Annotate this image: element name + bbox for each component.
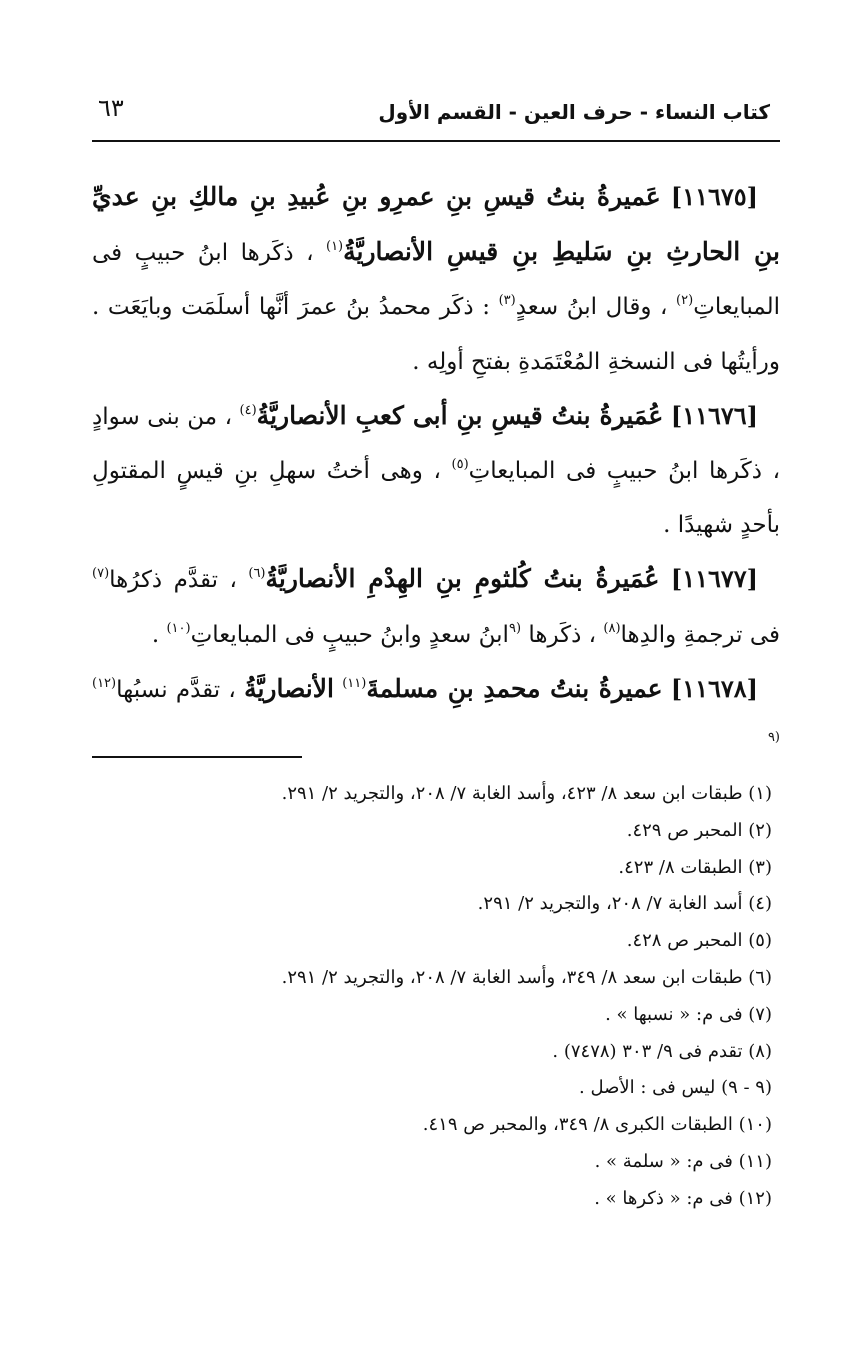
entry-text: فى ترجمةِ والدِها — [620, 621, 780, 648]
entry-name: عُمَيرةُ بنتُ كُلثومِ بنِ الهِدْمِ الأنصاريَّةُ — [265, 564, 660, 594]
entry-text: : ذكَر محمدُ بنُ عمرَ أنَّها أسلَمَت وبايَعَت . ورأيتُها فى النسخةِ المُعْتَمَدةِ بفتحِ أولِه . — [92, 294, 780, 375]
footnote-ref: (٣) — [498, 293, 516, 309]
entry-text: ، ذكَرها — [528, 621, 597, 648]
footnote-ref: (١) — [325, 239, 344, 255]
page-number: ٦٣ — [98, 94, 124, 122]
footnote: (٧) فى م: « نسبها » . — [605, 1003, 772, 1025]
entry-text: ، من بنى سوادٍ ، ذكَرها ابنُ حبيبٍ فى المبايعاتِ — [92, 403, 780, 485]
entry-number: [١١٦٧٧] — [670, 564, 759, 594]
entry-name: عَميرةُ بنتُ قيسِ بنِ عمرِو بنِ عُبيدِ بنِ مالكِ بنِ عديِّ بنِ الحارثِ بنِ سَليطِ بنِ قيسِ الأنصاريَّةُ — [92, 182, 780, 267]
entry-text: ، وهى أختُ سهلِ بنِ قيسٍ المقتولِ بأحدٍ شهيدًا . — [92, 458, 780, 539]
entry-number: [١١٦٧٨] — [670, 673, 758, 703]
footnote-ref: (٧) — [92, 566, 110, 582]
entry-name-continued: الأنصاريَّةُ — [244, 673, 334, 703]
entry-11678 — [92, 662, 780, 771]
entry-number: [١١٦٧٥] — [670, 182, 759, 211]
footnote: (١٢) فى م: « ذكرها » . — [594, 1187, 772, 1209]
entry-name: عميرةُ بنتُ محمدِ بنِ مسلمةَ — [366, 673, 663, 703]
footnote: (١) طبقات ابن سعد ٨/ ٤٢٣، وأسد الغابة ٧/ ٢٠٨، والتجريد ٢/ ٢٩١. — [281, 783, 772, 804]
entry-text: ، تقدَّم نسبُها — [116, 676, 236, 703]
footnote-ref: (٨) — [603, 620, 621, 636]
footnote: (٤) أسد الغابة ٧/ ٢٠٨، والتجريد ٢/ ٢٩١. — [477, 893, 772, 915]
footnote: (٢) المحبر ص ٤٢٩. — [626, 819, 772, 841]
footnote: (٣) الطبقات ٨/ ٤٢٣. — [618, 856, 772, 878]
footnote-ref: (٦) — [248, 566, 266, 582]
entry-text: . — [151, 621, 160, 648]
book-page — [92, 92, 780, 1272]
entry-number: [١١٦٧٦] — [670, 400, 759, 430]
footnote-ref: (٤) — [239, 402, 257, 418]
footnotes-list — [92, 776, 780, 1218]
footnote: (٥) المحبر ص ٤٢٨. — [626, 930, 772, 952]
footnote: (١١) فى م: « سلمة » . — [594, 1150, 772, 1172]
footnote: (١٠) الطبقات الكبرى ٨/ ٣٤٩، والمحبر ص ٤١٩. — [422, 1114, 772, 1136]
footnote-ref: (٩ — [508, 620, 522, 636]
running-title: كتاب النساء - حرف العين - القسم الأول — [378, 100, 770, 124]
main-text — [92, 170, 780, 771]
footnote: (٦) طبقات ابن سعد ٨/ ٣٤٩، وأسد الغابة ٧/ ٢٠٨، والتجريد ٢/ ٢٩١. — [281, 966, 772, 988]
entry-11676 — [92, 389, 780, 553]
footnote-ref: (٢) — [676, 293, 694, 309]
running-header — [92, 92, 780, 142]
footnote-ref: (٥) — [451, 457, 469, 473]
entry-11677 — [92, 552, 780, 661]
entry-text: ، تقدَّم ذكرُها — [109, 567, 237, 594]
entry-name: عُمَيرةُ بنتُ قيسِ بنِ أبى كعبِ الأنصاريَّةُ — [256, 400, 664, 430]
entry-text: ، ذكَرها ابنُ حبيبٍ فى المبايعاتِ — [92, 240, 780, 321]
footnote-ref: (١٠) — [166, 620, 191, 636]
footnote-ref: (١٢)(٩ — [92, 675, 780, 746]
entry-text: ابنُ سعدٍ وابنُ حبيبٍ فى المبايعاتِ — [190, 621, 509, 648]
entry-11675 — [92, 170, 780, 389]
footnote-ref: (١١) — [342, 675, 367, 691]
footnote: (٩ - ٩) ليس فى : الأصل . — [579, 1077, 772, 1099]
footnote: (٨) تقدم فى ٩/ ٣٠٣ (٧٤٧٨) . — [552, 1040, 772, 1062]
footnote-separator — [92, 756, 302, 758]
entry-text: ، وقال ابنُ سعدٍ — [515, 294, 668, 321]
